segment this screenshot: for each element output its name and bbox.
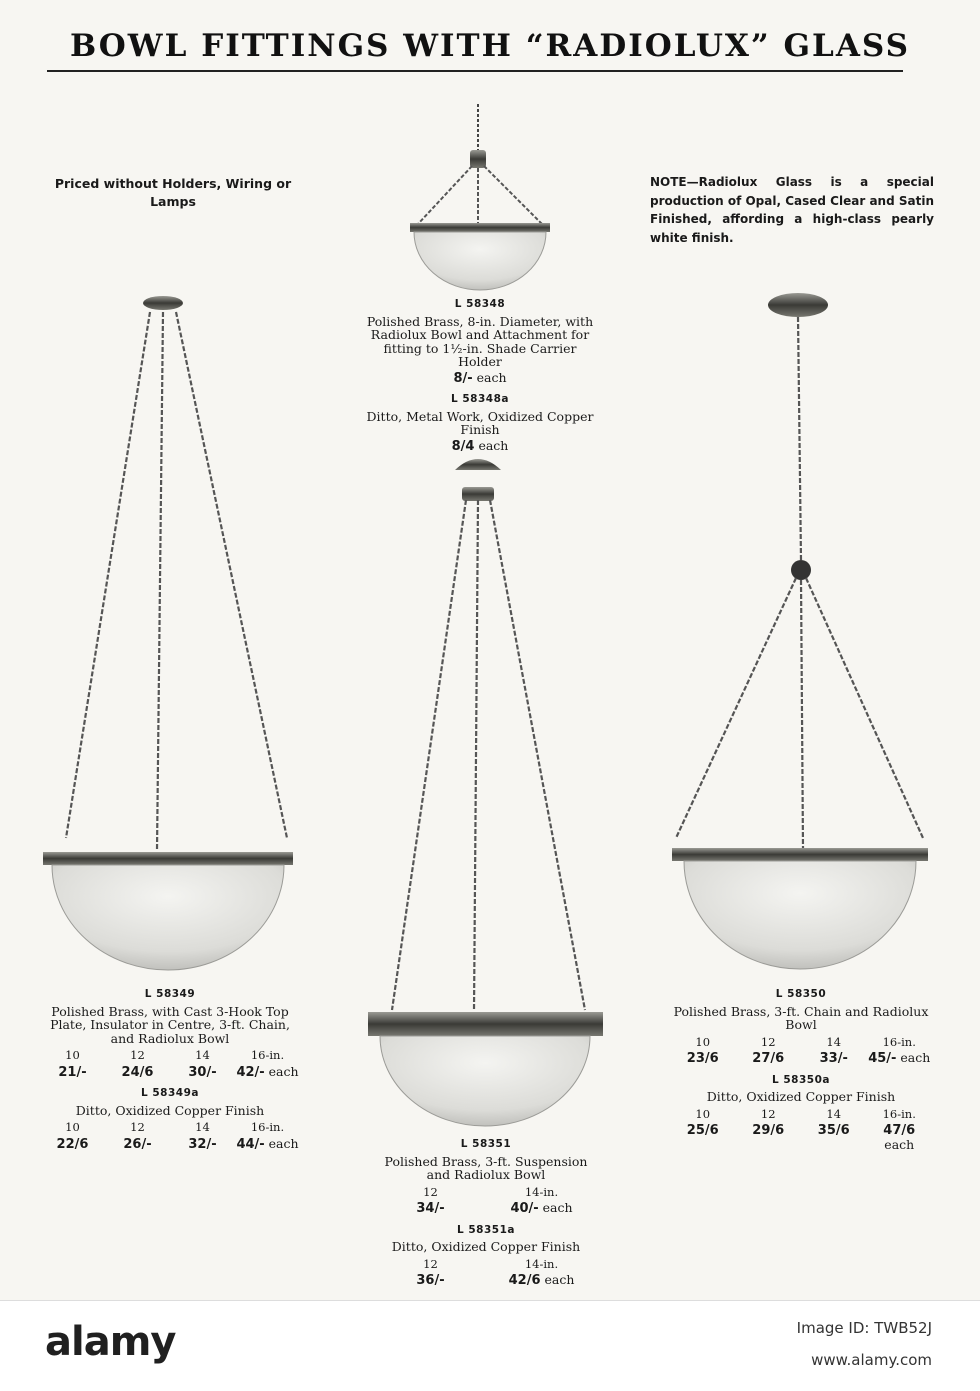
variant-description: Ditto, Metal Work, Oxidized Copper Finish bbox=[366, 408, 594, 437]
variant-code: L 58350a bbox=[772, 1073, 830, 1086]
variant-size-row: 10 12 14 16-in. bbox=[695, 1106, 916, 1121]
pricing-note: Priced without Holders, Wiring or Lamps bbox=[54, 176, 292, 209]
item-l58350 bbox=[670, 988, 932, 1151]
item-price: 8/- each bbox=[453, 369, 507, 386]
item-l58351 bbox=[375, 1138, 597, 1288]
site-url[interactable]: www.alamy.com bbox=[811, 1351, 932, 1369]
item-code: L 58348 bbox=[454, 298, 506, 310]
variant-size-row: 10 12 14 16-in. bbox=[65, 1120, 285, 1134]
stock-footer bbox=[0, 1300, 980, 1391]
price-row: 23/6 27/6 33/- 45/- each bbox=[686, 1050, 931, 1066]
variant-price-row: 36/- 42/6 each bbox=[416, 1272, 575, 1288]
variant-size-row: 12 14-in. bbox=[423, 1256, 559, 1271]
title-rule bbox=[47, 70, 903, 72]
price-row: 34/- 40/- each bbox=[416, 1200, 573, 1216]
lamp-l58348-illustration bbox=[410, 104, 550, 290]
item-code: L 58350 bbox=[775, 988, 827, 1000]
page-title: BOWL FITTINGS WITH “RADIOLUX” GLASS bbox=[70, 28, 910, 64]
price-row: 21/- 24/6 30/- 42/- each bbox=[58, 1063, 299, 1080]
variant-price-row: 25/6 29/6 35/6 47/6 each bbox=[686, 1123, 916, 1152]
size-row: 10 12 14 16-in. bbox=[65, 1048, 285, 1062]
item-code: L 58349 bbox=[144, 988, 196, 1000]
item-description: Polished Brass, 3-ft. Chain and Radiolux Bowl bbox=[673, 1003, 929, 1032]
lamp-l58350-illustration bbox=[672, 293, 928, 969]
variant-code: L 58348a bbox=[451, 393, 509, 405]
item-code: L 58351 bbox=[460, 1138, 512, 1150]
variant-code: L 58351a bbox=[457, 1223, 515, 1236]
item-description: Polished Brass, 3-ft. Suspension and Radiolux Bowl bbox=[384, 1153, 588, 1182]
radiolux-note: NOTE—Radiolux Glass is a special production of Opal, Cased Clear and Satin Finished, affording a high-class pearly white finish. bbox=[650, 175, 934, 245]
variant-description: Ditto, Oxidized Copper Finish bbox=[75, 1102, 265, 1118]
variant-description: Ditto, Oxidized Copper Finish bbox=[391, 1239, 581, 1254]
item-l58348 bbox=[360, 298, 600, 453]
alamy-logo: alamy bbox=[45, 1319, 176, 1365]
size-row: 12 14-in. bbox=[423, 1184, 559, 1199]
variant-price-row: 22/6 26/- 32/- 44/- each bbox=[56, 1135, 299, 1152]
variant-code: L 58349a bbox=[141, 1087, 199, 1099]
item-l58349 bbox=[40, 988, 300, 1151]
image-id: Image ID: TWB52J bbox=[796, 1319, 932, 1337]
variant-price: 8/4 each bbox=[451, 437, 509, 454]
lamp-l58351-illustration bbox=[368, 459, 603, 1126]
item-description: Polished Brass, 8-in. Diameter, with Radiolux Bowl and Attachment for fitting to 1½-in. Shade Carrier Holder bbox=[366, 313, 594, 369]
size-row: 10 12 14 16-in. bbox=[695, 1034, 916, 1049]
item-description: Polished Brass, with Cast 3-Hook Top Plate, Insulator in Centre, 3-ft. Chain, and Radiolux Bowl bbox=[50, 1003, 290, 1046]
variant-description: Ditto, Oxidized Copper Finish bbox=[706, 1089, 896, 1104]
lamp-l58349-illustration bbox=[43, 296, 293, 970]
